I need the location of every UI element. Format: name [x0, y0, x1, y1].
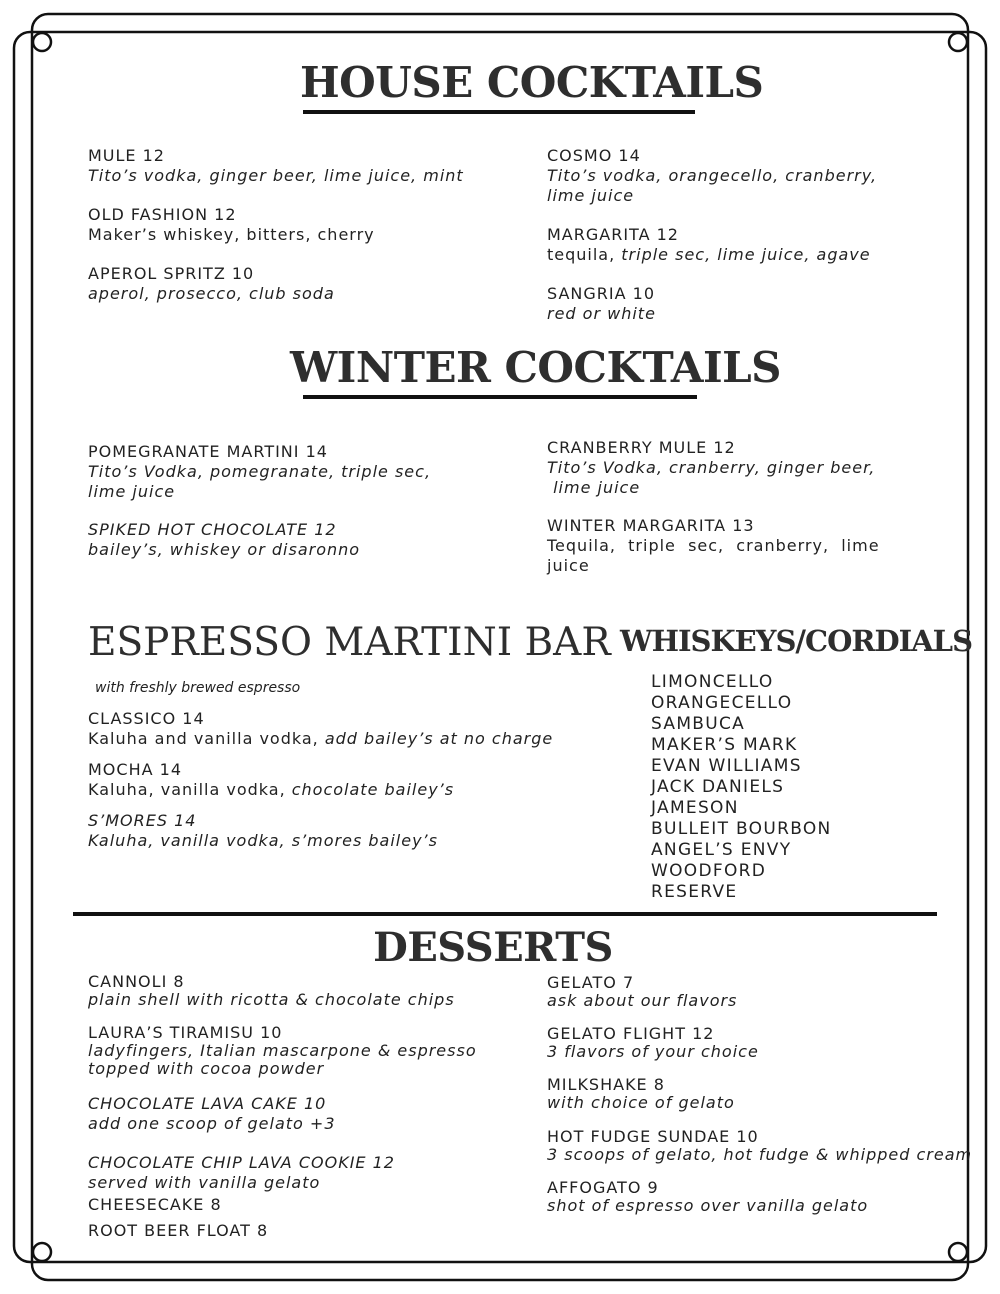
item-description: 3 flavors of your choice: [547, 1042, 759, 1061]
item-name: S’MORES 14: [88, 811, 197, 830]
item-description: [88, 729, 553, 749]
item-name: POMEGRANATE MARTINI 14: [88, 442, 328, 461]
item-description: with choice of gelato: [547, 1093, 735, 1112]
item-name: CANNOLI 8: [88, 972, 185, 991]
item-name: CRANBERRY MULE 12: [547, 438, 736, 457]
menu-item: [547, 1076, 735, 1112]
menu-item: [547, 146, 877, 206]
whiskey-item: ANGEL’S ENVY: [651, 840, 792, 860]
espresso-bar-title: ESPRESSO MARTINI BAR: [88, 620, 611, 665]
whiskeys-list: [651, 672, 832, 903]
whiskey-item: JAMESON: [651, 798, 739, 818]
menu-item: [88, 973, 455, 1009]
item-name: APEROL SPRITZ 10: [88, 264, 255, 283]
item-name: GELATO 7: [547, 973, 635, 992]
item-description: Tito’s vodka, orangecello, cranberry,: [547, 166, 878, 185]
item-description: Tito’s Vodka, pomegranate, triple sec,: [88, 462, 432, 481]
item-name: CHEESECAKE 8: [88, 1195, 222, 1214]
espresso-subtitle: with freshly brewed espresso: [95, 680, 301, 696]
house-title-underline: [303, 110, 695, 114]
menu-item: [88, 520, 360, 560]
item-description: ladyfingers, Italian mascarpone & espresso: [88, 1041, 477, 1060]
item-name: AFFOGATO 9: [547, 1178, 659, 1197]
whiskey-item: EVAN WILLIAMS: [651, 756, 802, 776]
item-description-part: Kaluha, vanilla vodka,: [88, 780, 292, 799]
whiskey-item: LIMONCELLO: [651, 672, 774, 692]
desserts-title: DESSERTS: [373, 924, 613, 971]
item-description: Maker’s whiskey, bitters, cherry: [88, 225, 375, 244]
menu-item: [547, 1128, 972, 1164]
menu-item: [88, 1024, 477, 1078]
item-description: red or white: [547, 304, 656, 323]
menu-item: [88, 146, 464, 186]
item-description: juice: [547, 556, 590, 575]
item-description: plain shell with ricotta & chocolate chips: [88, 990, 455, 1009]
item-name: MILKSHAKE 8: [547, 1075, 665, 1094]
menu-item: [88, 1153, 395, 1193]
item-description: lime juice: [88, 482, 176, 501]
item-description-part: chocolate bailey’s: [291, 780, 455, 799]
item-name: HOT FUDGE SUNDAE 10: [547, 1127, 759, 1146]
item-name: OLD FASHION 12: [88, 205, 237, 224]
whiskey-item: SAMBUCA: [651, 714, 746, 734]
menu-item: [547, 225, 871, 265]
menu-item: [88, 1221, 268, 1241]
item-description: 3 scoops of gelato, hot fudge & whipped cream: [547, 1145, 973, 1164]
menu-item: [88, 760, 454, 800]
menu-item: [547, 1025, 759, 1061]
item-description: Tito’s vodka, ginger beer, lime juice, mint: [88, 166, 464, 185]
item-name: WINTER MARGARITA 13: [547, 516, 755, 535]
item-name: MARGARITA 12: [547, 225, 679, 244]
item-description: aperol, prosecco, club soda: [88, 284, 335, 303]
item-name: CHOCOLATE LAVA CAKE 10: [88, 1094, 327, 1113]
item-name: SANGRIA 10: [547, 284, 655, 303]
item-name: LAURA’S TIRAMISU 10: [88, 1023, 283, 1042]
item-name: GELATO FLIGHT 12: [547, 1024, 715, 1043]
item-description: served with vanilla gelato: [88, 1173, 321, 1192]
item-name: COSMO 14: [547, 146, 641, 165]
whiskey-item: ORANGECELLO: [651, 693, 793, 713]
item-description: [547, 245, 871, 265]
item-name: MOCHA 14: [88, 760, 182, 779]
menu-item: [88, 1094, 336, 1134]
whiskey-item: BULLEIT BOURBON: [651, 819, 832, 839]
menu-item: [88, 709, 553, 749]
item-description: lime juice: [547, 478, 641, 497]
menu-item: [547, 438, 875, 498]
menu-item: [88, 1195, 222, 1215]
item-description: bailey’s, whiskey or disaronno: [88, 540, 361, 559]
winter-title-underline: [303, 395, 697, 399]
menu-item: [88, 442, 431, 502]
item-description: ask about our flavors: [547, 991, 738, 1010]
section-divider: [73, 912, 937, 916]
menu-item: [88, 264, 335, 304]
item-name: CHOCOLATE CHIP LAVA COOKIE 12: [88, 1153, 395, 1172]
whiskey-item: JACK DANIELS: [651, 777, 785, 797]
menu-item: [547, 516, 880, 576]
item-description-part: triple sec, lime juice, agave: [621, 245, 871, 264]
item-name: MULE 12: [88, 146, 165, 165]
item-description: add one scoop of gelato +3: [88, 1114, 336, 1133]
item-description: Tito’s Vodka, cranberry, ginger beer,: [547, 458, 876, 477]
menu-item: [547, 1179, 868, 1215]
whiskeys-cordials-title: WHISKEYS/CORDIALS: [620, 624, 973, 658]
item-name: CLASSICO 14: [88, 709, 205, 728]
menu-item: [88, 205, 375, 245]
menu-item: [547, 974, 737, 1010]
house-cocktails-title: HOUSE COCKTAILS: [300, 58, 764, 107]
item-name: ROOT BEER FLOAT 8: [88, 1221, 269, 1240]
item-description: shot of espresso over vanilla gelato: [547, 1196, 869, 1215]
menu-item: [547, 284, 656, 324]
whiskey-item: WOODFORD: [651, 861, 767, 881]
item-description-part: tequila,: [547, 245, 622, 264]
item-description: [88, 780, 454, 800]
whiskey-item: RESERVE: [651, 882, 738, 902]
menu-item: [88, 811, 438, 851]
item-description: Tequila, triple sec, cranberry, lime: [547, 536, 880, 555]
item-description: lime juice: [547, 186, 635, 205]
item-description-part: Kaluha and vanilla vodka,: [88, 729, 325, 748]
item-name: SPIKED HOT CHOCOLATE 12: [88, 520, 337, 539]
item-description-part: add bailey’s at no charge: [324, 729, 554, 748]
whiskey-item: MAKER’S MARK: [651, 735, 798, 755]
winter-cocktails-title: WINTER COCKTAILS: [290, 343, 781, 392]
item-description: topped with cocoa powder: [88, 1059, 325, 1078]
item-description: Kaluha, vanilla vodka, s’mores bailey’s: [88, 831, 438, 850]
